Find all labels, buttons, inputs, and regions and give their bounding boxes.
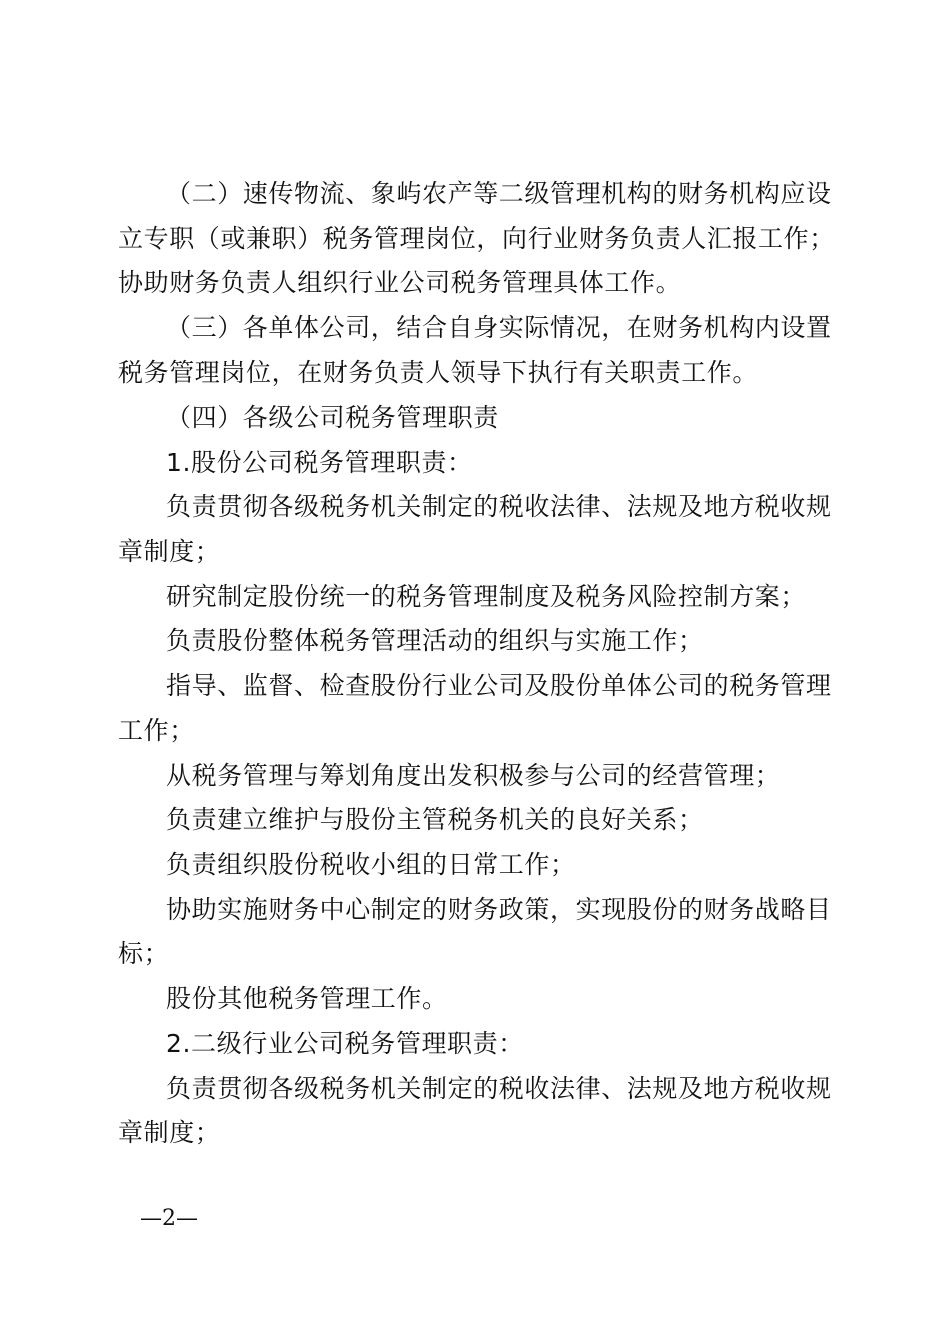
section-heading: （四）各级公司税务管理职责 <box>166 403 499 432</box>
text-line: 负责建立维护与股份主管税务机关的良好关系； <box>166 805 704 834</box>
text-line: 协助财务负责人组织行业公司税务管理具体工作。 <box>118 268 682 297</box>
text-line: 章制度； <box>118 1118 221 1147</box>
text-line: 负责贯彻各级税务机关制定的税收法律、法规及地方税收规 <box>166 1074 832 1103</box>
page-number: —2— <box>140 1206 198 1231</box>
text-line: 协助实施财务中心制定的财务政策，实现股份的财务战略目 <box>166 895 832 924</box>
text-line: 从税务管理与筹划角度出发积极参与公司的经营管理； <box>166 761 781 790</box>
text-line: 章制度； <box>118 537 221 566</box>
subsection-heading: 2.二级行业公司税务管理职责： <box>166 1029 524 1058</box>
text-line: （三）各单体公司，结合自身实际情况，在财务机构内设置 <box>166 313 832 342</box>
text-line: 负责贯彻各级税务机关制定的税收法律、法规及地方税收规 <box>166 492 832 521</box>
subsection-heading: 1.股份公司税务管理职责： <box>166 448 473 477</box>
text-line: 股份其他税务管理工作。 <box>166 984 448 1013</box>
text-line: 研究制定股份统一的税务管理制度及税务风险控制方案； <box>166 582 807 611</box>
text-line: 负责组织股份税收小组的日常工作； <box>166 850 576 879</box>
text-line: （二）速传物流、象屿农产等二级管理机构的财务机构应设 <box>166 179 832 208</box>
text-line: 工作； <box>118 716 195 745</box>
text-line: 税务管理岗位，在财务负责人领导下执行有关职责工作。 <box>118 358 759 387</box>
text-line: 标； <box>118 939 170 968</box>
text-line: 负责股份整体税务管理活动的组织与实施工作； <box>166 626 704 655</box>
text-line: 立专职（或兼职）税务管理岗位，向行业财务负责人汇报工作； <box>118 224 835 253</box>
text-line: 指导、监督、检查股份行业公司及股份单体公司的税务管理 <box>166 671 832 700</box>
